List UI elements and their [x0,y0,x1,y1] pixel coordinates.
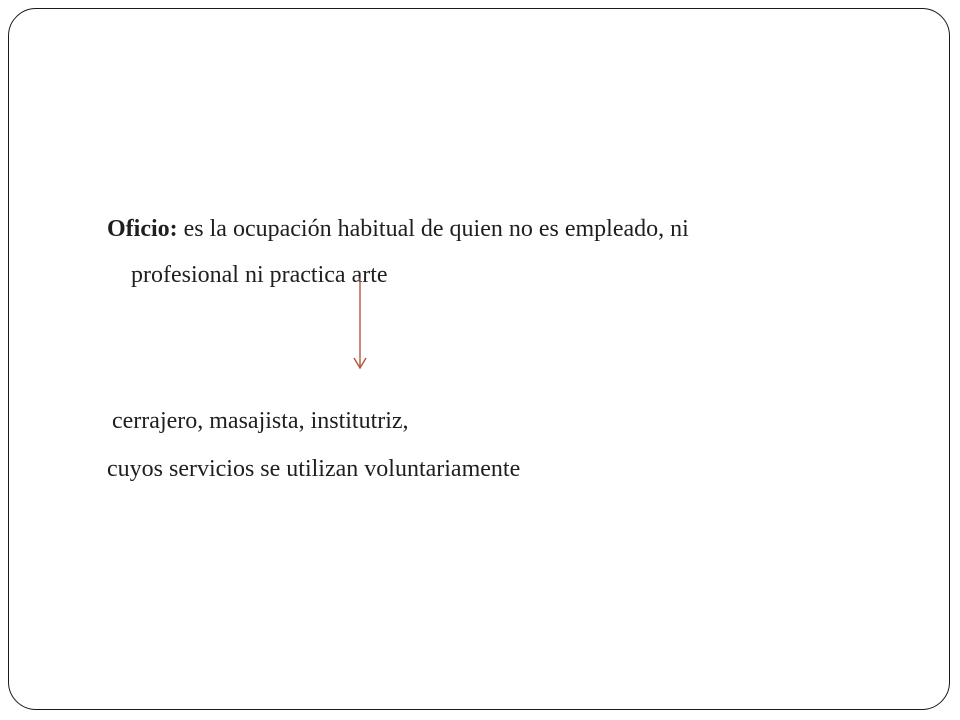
definition-term: Oficio: [107,216,178,242]
examples-line-1: cerrajero, masajista, institutriz, [112,408,409,434]
definition-line-1 [107,217,689,241]
slide-frame [8,8,950,710]
definition-text-1: es la ocupación habitual de quien no es empleado, ni [177,216,689,242]
definition-line-2: profesional ni practica arte [131,262,388,288]
down-arrow-icon [352,278,368,370]
examples-line-2: cuyos servicios se utilizan voluntariamente [107,456,521,482]
